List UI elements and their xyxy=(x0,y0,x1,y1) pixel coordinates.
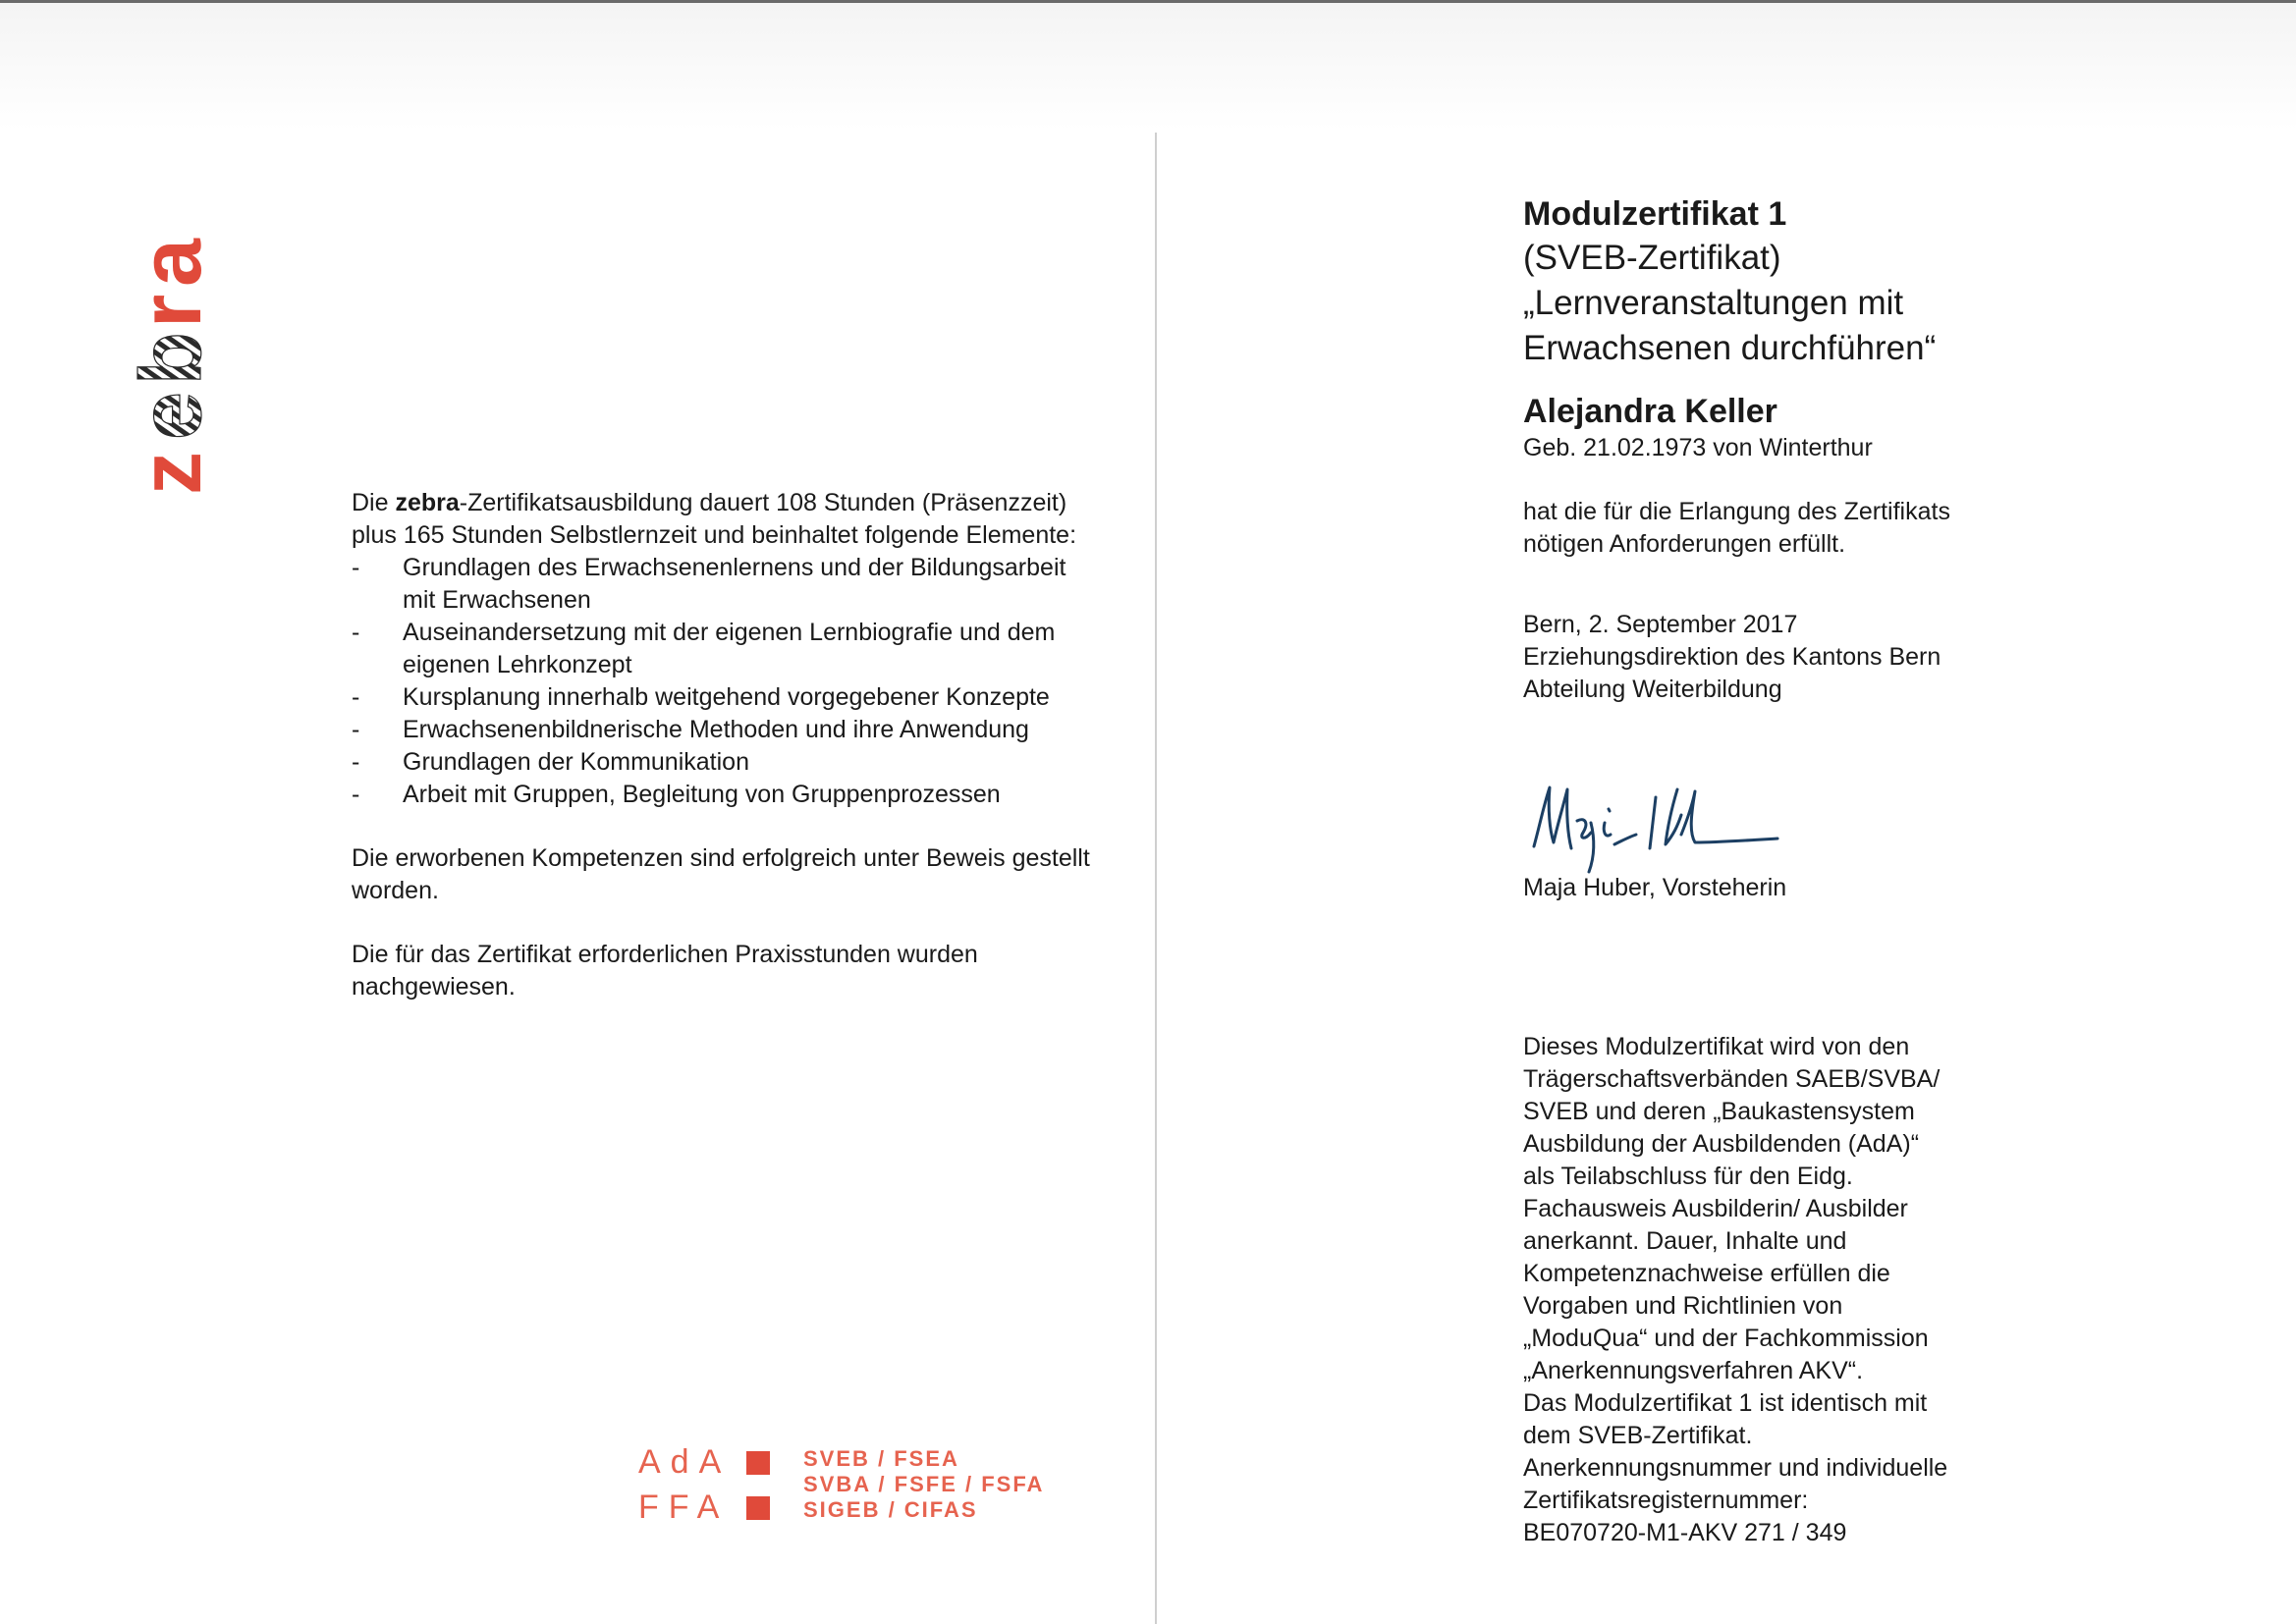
competence-paragraph: Die erworbenen Kompetenzen sind erfolgreich unter Beweis gestellt worden. xyxy=(352,844,1090,904)
notice-line: Fachausweis Ausbilderin/ Ausbilder xyxy=(1523,1195,1908,1222)
bullet-dash: - xyxy=(352,748,360,776)
org-line: SVEB / FSEA xyxy=(803,1446,959,1471)
svg-text:z: z xyxy=(122,452,219,495)
notice-line: Das Modulzertifikat 1 ist identisch mit xyxy=(1523,1389,1928,1417)
ada-organisations xyxy=(803,1446,1044,1523)
notice-line: Kompetenznachweise erfüllen die xyxy=(1523,1260,1890,1287)
org-line: SIGEB / CIFAS xyxy=(803,1497,978,1522)
bullet-dash: - xyxy=(352,554,360,581)
list-item: - Erwachsenenbildnerische Methoden und ihre Anwendung xyxy=(352,714,1098,746)
notice-line: als Teilabschluss für den Eidg. xyxy=(1523,1163,1853,1190)
recognition-notice xyxy=(1523,1031,2034,1549)
bullet-dash: - xyxy=(352,619,360,646)
holder-birth: Geb. 21.02.1973 von Winterthur xyxy=(1523,434,1873,461)
svg-text:e: e xyxy=(122,392,219,440)
list-item: - Grundlagen des Erwachsenenlernens und der Bildungsarbeit mit Erwachsenen xyxy=(352,554,1066,614)
scan-shade xyxy=(0,3,2296,131)
ffa-letters: FFA xyxy=(638,1489,730,1526)
place-date: Bern, 2. September 2017 xyxy=(1523,611,1798,638)
elements-list xyxy=(352,552,1098,811)
registration-number: BE070720-M1-AKV 271 / 349 xyxy=(1523,1519,1847,1546)
list-item: - Grundlagen der Kommunikation xyxy=(352,746,1098,779)
ada-square xyxy=(746,1451,770,1475)
statement-line2: nötigen Anforderungen erfüllt. xyxy=(1523,530,1846,558)
brand-name: zebra xyxy=(395,489,460,516)
bullet-dash: - xyxy=(352,781,360,808)
notice-line: anerkannt. Dauer, Inhalte und xyxy=(1523,1227,1847,1255)
notice-line: Zertifikatsregisternummer: xyxy=(1523,1487,1809,1514)
ffa-square xyxy=(746,1496,770,1520)
notice-line: Ausbildung der Ausbildenden (AdA)“ xyxy=(1523,1130,1920,1158)
notice-line: Dieses Modulzertifikat wird von den xyxy=(1523,1033,1910,1060)
handwritten-signature xyxy=(1520,776,1785,879)
svg-text:b: b xyxy=(122,332,219,385)
bullet-dash: - xyxy=(352,716,360,743)
practice-paragraph: Die für das Zertifikat erforderlichen Praxisstunden wurden nachgewiesen. xyxy=(352,941,978,1001)
statement-line1: hat die für die Erlangung des Zertifikats xyxy=(1523,498,1950,525)
notice-line: dem SVEB-Zertifikat. xyxy=(1523,1422,1753,1449)
ada-letters: AdA xyxy=(638,1443,732,1481)
list-item: - Auseinandersetzung mit der eigenen Lernbiografie und dem eigenen Lehrkonzept xyxy=(352,619,1056,678)
fold-line xyxy=(1155,133,1157,1624)
intro-paragraph: Die zebra-Zertifikatsausbildung dauert 108 Stunden (Präsenzzeit) plus 165 Stunden Selbstlernzeit und beinhaltet folgende Elemente: xyxy=(352,489,1077,549)
notice-line: SVEB und deren „Baukastensystem xyxy=(1523,1098,1915,1125)
signatory-name: Maja Huber, Vorsteherin xyxy=(1523,874,1787,901)
holder-name: Alejandra Keller xyxy=(1523,393,1777,430)
issuing-department: Abteilung Weiterbildung xyxy=(1523,676,1782,703)
notice-line: Vorgaben und Richtlinien von xyxy=(1523,1292,1843,1320)
svg-text:a: a xyxy=(122,239,219,287)
certificate-subtitle: (SVEB-Zertifikat) xyxy=(1523,239,1781,277)
certificate-title: Modulzertifikat 1 xyxy=(1523,195,1787,233)
ada-logo xyxy=(638,1443,1070,1532)
program-description xyxy=(352,487,1098,1003)
module-name-line2: Erwachsenen durchführen“ xyxy=(1523,329,1937,367)
module-name-line1: „Lernveranstaltungen mit xyxy=(1523,284,1904,322)
notice-line: Trägerschaftsverbänden SAEB/SVBA/ xyxy=(1523,1065,1941,1093)
list-item: - Arbeit mit Gruppen, Begleitung von Gruppenprozessen xyxy=(352,779,1098,811)
svg-text:r: r xyxy=(122,294,219,328)
issuing-authority: Erziehungsdirektion des Kantons Bern xyxy=(1523,643,1941,671)
list-item: - Kursplanung innerhalb weitgehend vorgegebener Konzepte xyxy=(352,681,1098,714)
notice-line: Anerkennungsnummer und individuelle xyxy=(1523,1454,1948,1482)
notice-line: „ModuQua“ und der Fachkommission xyxy=(1523,1325,1929,1352)
bullet-dash: - xyxy=(352,683,360,711)
zebra-logo xyxy=(122,194,219,495)
certificate-details xyxy=(1523,192,2073,706)
notice-line: „Anerkennungsverfahren AKV“. xyxy=(1523,1357,1864,1384)
org-line: SVBA / FSFE / FSFA xyxy=(803,1472,1045,1496)
